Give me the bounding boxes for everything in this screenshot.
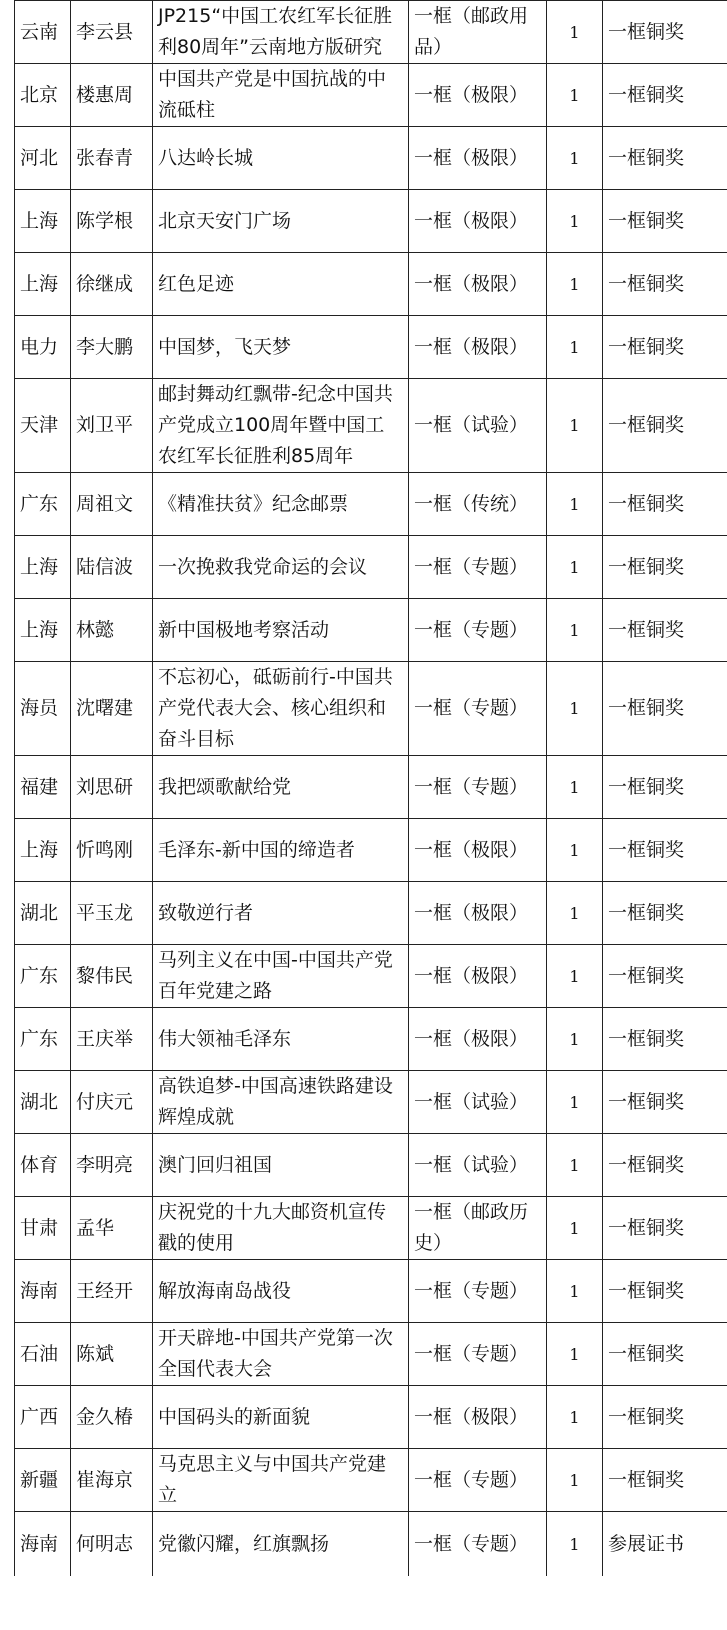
award-cell: 一框铜奖 [603,536,727,599]
region-cell: 湖北 [15,882,71,945]
exhibitor-name-cell: 平玉龙 [71,882,153,945]
table-row [15,945,727,1008]
frame-count-cell: 1 [547,127,603,190]
region-cell: 上海 [15,599,71,662]
frame-count-cell: 1 [547,1323,603,1386]
exhibit-title-cell: 澳门回归祖国 [153,1134,409,1197]
award-cell: 一框铜奖 [603,190,727,253]
table-row [15,1449,727,1512]
exhibit-title-cell: 中国共产党是中国抗战的中流砥柱 [153,64,409,127]
category-cell: 一框（极限） [409,819,547,882]
frame-count-cell: 1 [547,1197,603,1260]
table-row [15,190,727,253]
region-cell: 石油 [15,1323,71,1386]
award-cell: 一框铜奖 [603,1386,727,1449]
exhibitor-name-cell: 周祖文 [71,473,153,536]
region-cell: 广东 [15,1008,71,1071]
exhibitor-name-cell: 刘卫平 [71,379,153,473]
category-cell: 一框（专题） [409,662,547,756]
exhibit-title-cell: 不忘初心，砥砺前行-中国共产党代表大会、核心组织和奋斗目标 [153,662,409,756]
frame-count-cell: 1 [547,1512,603,1577]
exhibit-title-cell: 马克思主义与中国共产党建立 [153,1449,409,1512]
exhibitor-name-cell: 孟华 [71,1197,153,1260]
category-cell: 一框（极限） [409,64,547,127]
region-cell: 电力 [15,316,71,379]
exhibit-title-cell: 高铁追梦-中国高速铁路建设辉煌成就 [153,1071,409,1134]
region-cell: 河北 [15,127,71,190]
award-cell: 一框铜奖 [603,316,727,379]
table-row [15,127,727,190]
exhibit-title-cell: 一次挽救我党命运的会议 [153,536,409,599]
frame-count-cell: 1 [547,662,603,756]
exhibitor-name-cell: 林懿 [71,599,153,662]
exhibit-title-cell: 庆祝党的十九大邮资机宣传戳的使用 [153,1197,409,1260]
frame-count-cell: 1 [547,1008,603,1071]
category-cell: 一框（专题） [409,1512,547,1577]
exhibit-title-cell: 《精准扶贫》纪念邮票 [153,473,409,536]
table-row [15,819,727,882]
award-cell: 一框铜奖 [603,64,727,127]
region-cell: 福建 [15,756,71,819]
table-row [15,64,727,127]
table-row [15,1260,727,1323]
frame-count-cell: 1 [547,1386,603,1449]
region-cell: 体育 [15,1134,71,1197]
award-cell: 一框铜奖 [603,1197,727,1260]
award-cell: 一框铜奖 [603,662,727,756]
award-cell: 一框铜奖 [603,882,727,945]
exhibitor-name-cell: 徐继成 [71,253,153,316]
exhibit-title-cell: 伟大领袖毛泽东 [153,1008,409,1071]
category-cell: 一框（邮政历史） [409,1197,547,1260]
category-cell: 一框（专题） [409,756,547,819]
award-cell: 一框铜奖 [603,473,727,536]
frame-count-cell: 1 [547,1260,603,1323]
exhibit-title-cell: 中国码头的新面貌 [153,1386,409,1449]
region-cell: 广东 [15,473,71,536]
exhibit-title-cell: 邮封舞动红飘带-纪念中国共产党成立100周年暨中国工农红军长征胜利85周年 [153,379,409,473]
award-cell: 一框铜奖 [603,1,727,64]
table-row [15,536,727,599]
frame-count-cell: 1 [547,64,603,127]
category-cell: 一框（专题） [409,599,547,662]
award-table-body [15,1,727,1577]
category-cell: 一框（极限） [409,882,547,945]
region-cell: 甘肃 [15,1197,71,1260]
award-cell: 一框铜奖 [603,253,727,316]
category-cell: 一框（专题） [409,1260,547,1323]
region-cell: 湖北 [15,1071,71,1134]
category-cell: 一框（专题） [409,1323,547,1386]
region-cell: 海南 [15,1260,71,1323]
award-cell: 一框铜奖 [603,599,727,662]
category-cell: 一框（试验） [409,379,547,473]
category-cell: 一框（传统） [409,473,547,536]
region-cell: 上海 [15,536,71,599]
award-cell: 一框铜奖 [603,1134,727,1197]
table-row [15,1323,727,1386]
table-row [15,1197,727,1260]
award-cell: 一框铜奖 [603,1260,727,1323]
exhibitor-name-cell: 黎伟民 [71,945,153,1008]
exhibit-title-cell: 开天辟地-中国共产党第一次全国代表大会 [153,1323,409,1386]
category-cell: 一框（专题） [409,1449,547,1512]
table-row [15,1008,727,1071]
region-cell: 北京 [15,64,71,127]
exhibitor-name-cell: 李明亮 [71,1134,153,1197]
table-row [15,316,727,379]
exhibitor-name-cell: 陈斌 [71,1323,153,1386]
frame-count-cell: 1 [547,756,603,819]
frame-count-cell: 1 [547,1,603,64]
category-cell: 一框（邮政用品） [409,1,547,64]
exhibit-title-cell: 红色足迹 [153,253,409,316]
award-cell: 一框铜奖 [603,1449,727,1512]
table-row [15,379,727,473]
frame-count-cell: 1 [547,253,603,316]
table-row [15,1134,727,1197]
award-cell: 一框铜奖 [603,1323,727,1386]
exhibitor-name-cell: 何明志 [71,1512,153,1577]
category-cell: 一框（试验） [409,1071,547,1134]
category-cell: 一框（试验） [409,1134,547,1197]
category-cell: 一框（极限） [409,1008,547,1071]
exhibitor-name-cell: 沈曙建 [71,662,153,756]
exhibit-title-cell: 八达岭长城 [153,127,409,190]
category-cell: 一框（极限） [409,127,547,190]
region-cell: 云南 [15,1,71,64]
exhibitor-name-cell: 李大鹏 [71,316,153,379]
table-row [15,662,727,756]
category-cell: 一框（极限） [409,190,547,253]
table-row [15,473,727,536]
region-cell: 海员 [15,662,71,756]
exhibitor-name-cell: 付庆元 [71,1071,153,1134]
exhibit-title-cell: 致敬逆行者 [153,882,409,945]
table-row [15,1071,727,1134]
region-cell: 上海 [15,253,71,316]
frame-count-cell: 1 [547,316,603,379]
frame-count-cell: 1 [547,819,603,882]
exhibit-title-cell: 解放海南岛战役 [153,1260,409,1323]
award-cell: 一框铜奖 [603,379,727,473]
category-cell: 一框（极限） [409,253,547,316]
region-cell: 广西 [15,1386,71,1449]
exhibit-title-cell: 北京天安门广场 [153,190,409,253]
award-cell: 参展证书 [603,1512,727,1577]
exhibitor-name-cell: 刘思研 [71,756,153,819]
exhibitor-name-cell: 张春青 [71,127,153,190]
frame-count-cell: 1 [547,1071,603,1134]
award-cell: 一框铜奖 [603,756,727,819]
table-row [15,882,727,945]
exhibit-title-cell: 我把颂歌献给党 [153,756,409,819]
award-cell: 一框铜奖 [603,945,727,1008]
table-row [15,756,727,819]
frame-count-cell: 1 [547,190,603,253]
frame-count-cell: 1 [547,1134,603,1197]
award-cell: 一框铜奖 [603,1071,727,1134]
region-cell: 新疆 [15,1449,71,1512]
table-row [15,1,727,64]
exhibitor-name-cell: 金久椿 [71,1386,153,1449]
exhibitor-name-cell: 王经开 [71,1260,153,1323]
exhibit-title-cell: 中国梦，飞天梦 [153,316,409,379]
frame-count-cell: 1 [547,379,603,473]
category-cell: 一框（极限） [409,945,547,1008]
category-cell: 一框（专题） [409,536,547,599]
exhibitor-name-cell: 王庆举 [71,1008,153,1071]
exhibitor-name-cell: 陆信波 [71,536,153,599]
exhibitor-name-cell: 李云县 [71,1,153,64]
award-cell: 一框铜奖 [603,127,727,190]
table-row [15,599,727,662]
exhibitor-name-cell: 楼惠周 [71,64,153,127]
frame-count-cell: 1 [547,882,603,945]
region-cell: 上海 [15,190,71,253]
exhibitor-name-cell: 崔海京 [71,1449,153,1512]
table-row [15,1386,727,1449]
award-table [14,0,727,1576]
exhibitor-name-cell: 忻鸣刚 [71,819,153,882]
region-cell: 广东 [15,945,71,1008]
table-row [15,253,727,316]
award-cell: 一框铜奖 [603,1008,727,1071]
exhibit-title-cell: 党徽闪耀，红旗飘扬 [153,1512,409,1577]
region-cell: 上海 [15,819,71,882]
frame-count-cell: 1 [547,536,603,599]
table-row [15,1512,727,1577]
frame-count-cell: 1 [547,473,603,536]
exhibitor-name-cell: 陈学根 [71,190,153,253]
frame-count-cell: 1 [547,1449,603,1512]
exhibit-title-cell: 马列主义在中国-中国共产党百年党建之路 [153,945,409,1008]
region-cell: 天津 [15,379,71,473]
exhibit-title-cell: 新中国极地考察活动 [153,599,409,662]
category-cell: 一框（极限） [409,316,547,379]
award-cell: 一框铜奖 [603,819,727,882]
frame-count-cell: 1 [547,599,603,662]
category-cell: 一框（极限） [409,1386,547,1449]
frame-count-cell: 1 [547,945,603,1008]
exhibit-title-cell: JP215“中国工农红军长征胜利80周年”云南地方版研究 [153,1,409,64]
region-cell: 海南 [15,1512,71,1577]
exhibit-title-cell: 毛泽东-新中国的缔造者 [153,819,409,882]
